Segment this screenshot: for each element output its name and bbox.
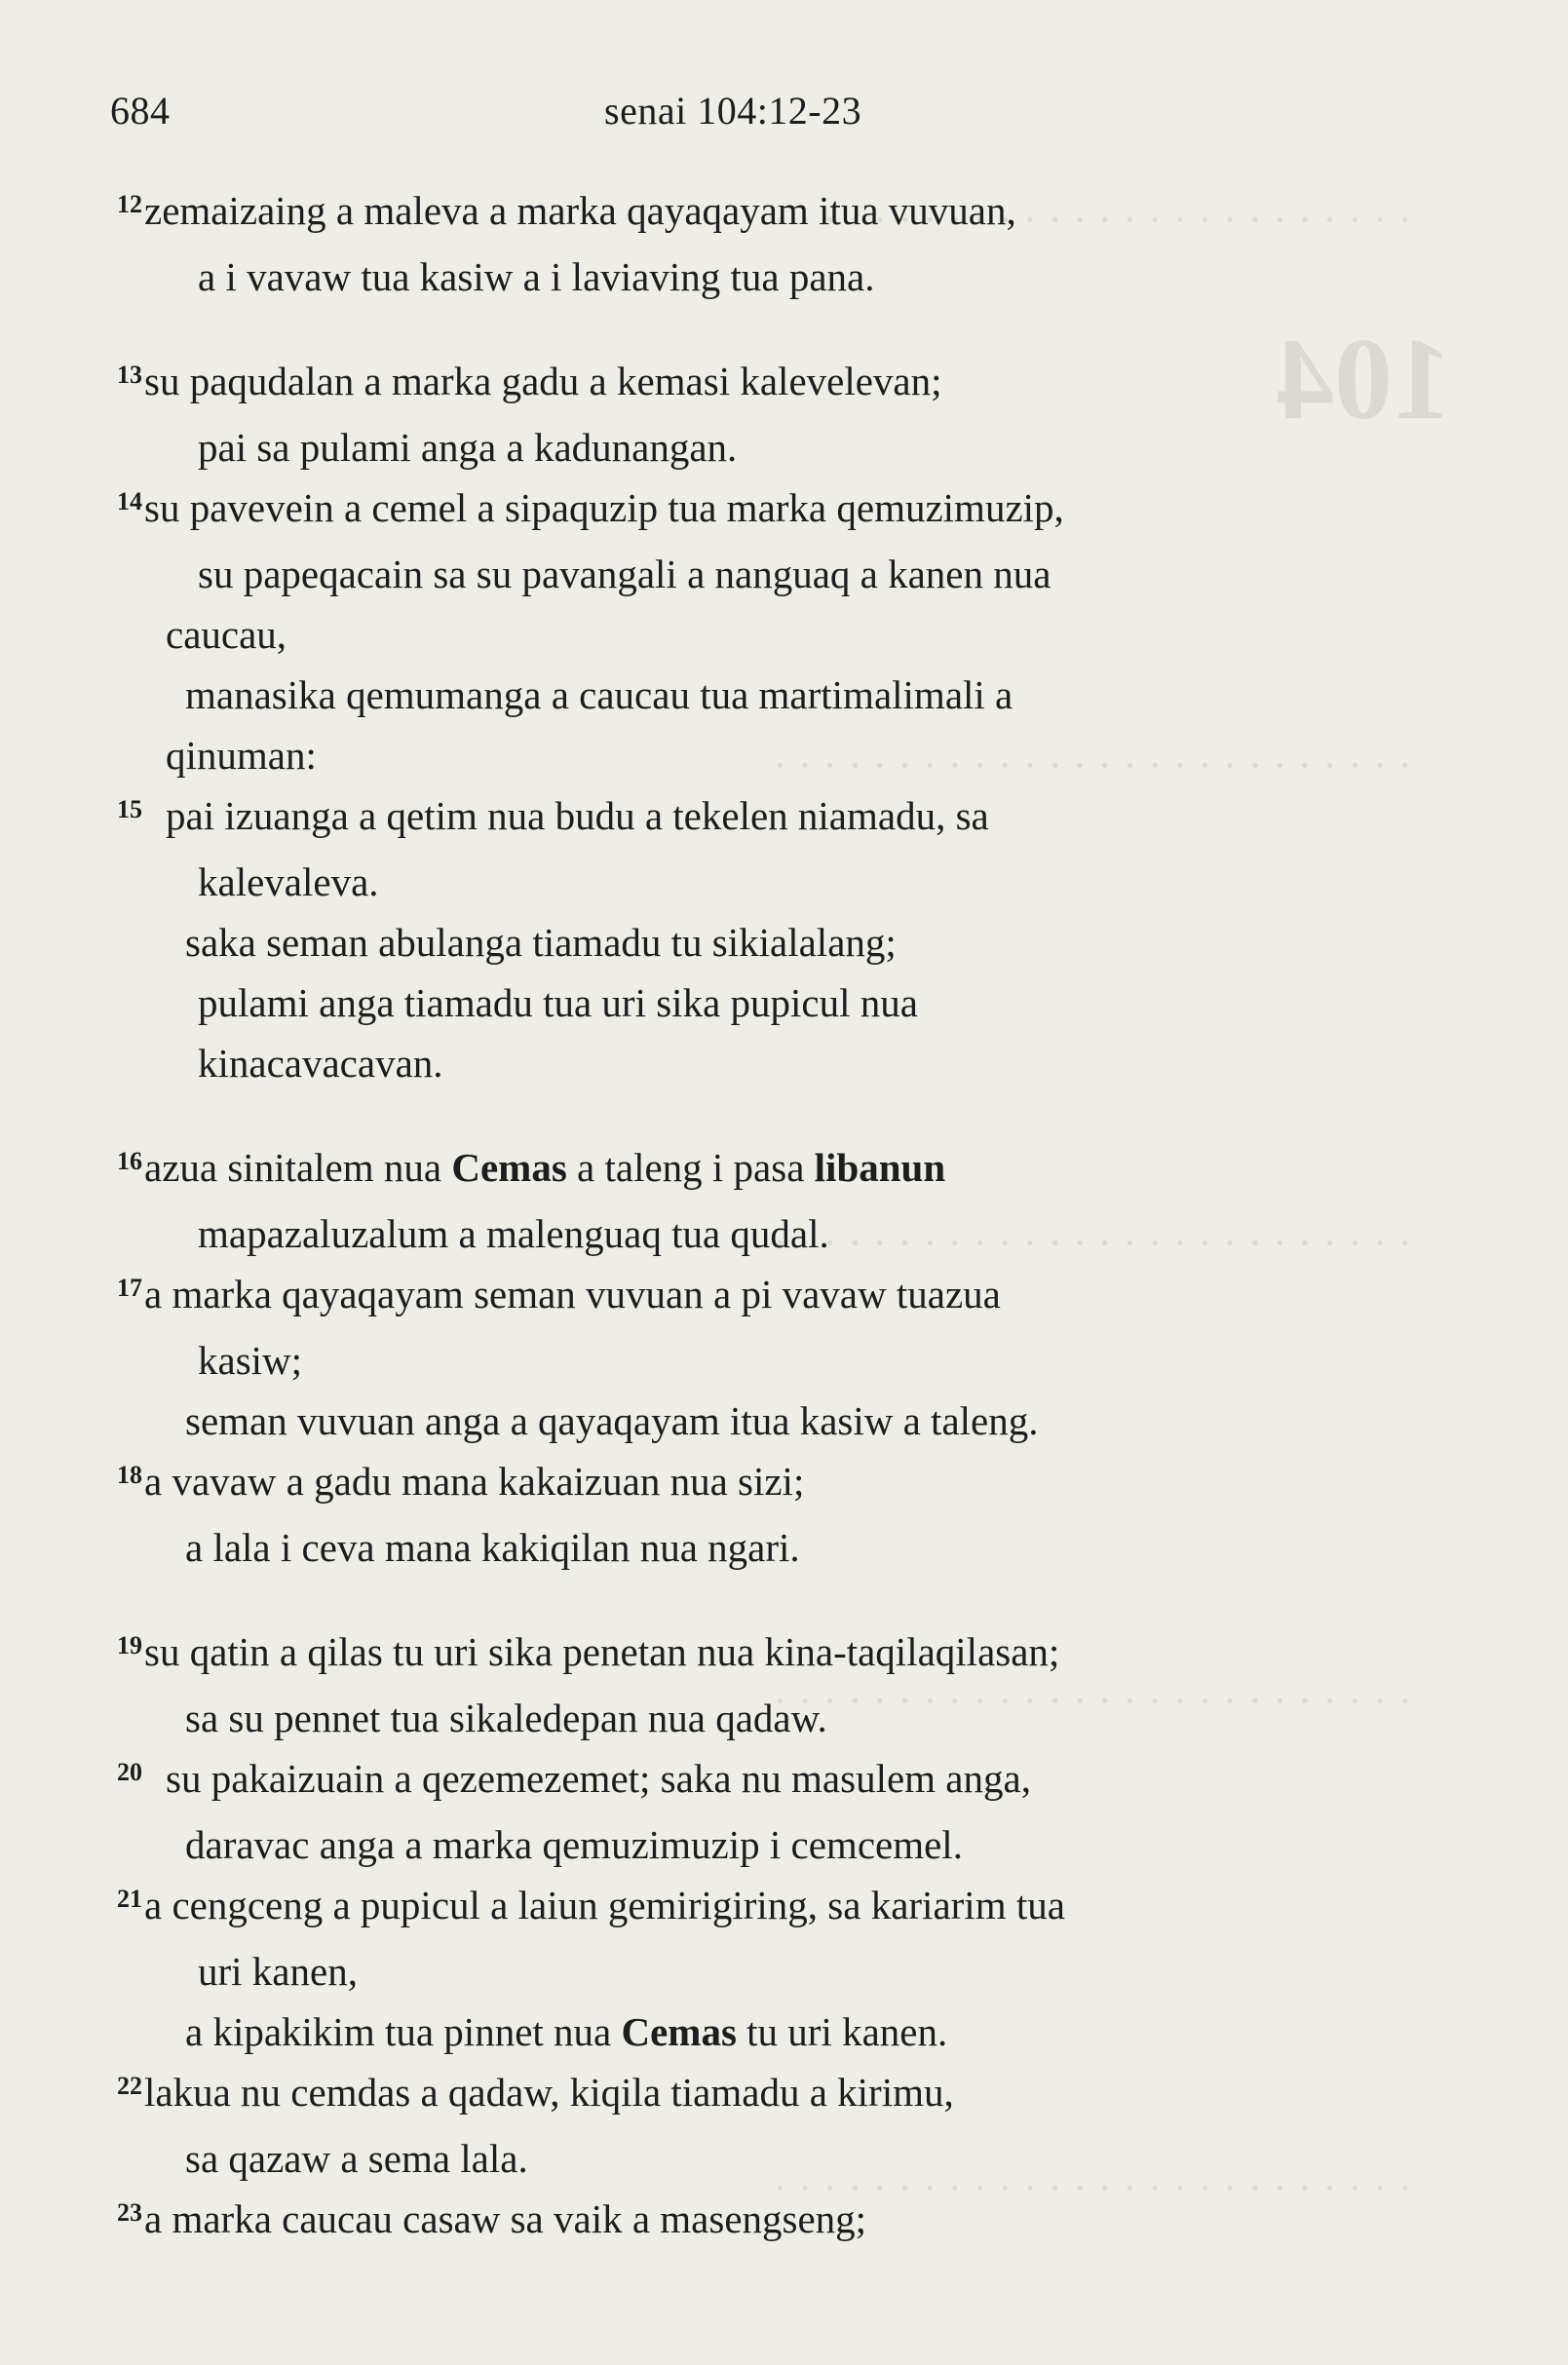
verse-text: uri kanen, <box>198 1949 358 1994</box>
verse-line <box>117 2002 1462 2062</box>
verse-17 <box>117 1264 1462 1451</box>
verse-text: saka seman abulanga tiamadu tu sikialalang; <box>185 920 897 965</box>
verse-text: azua sinitalem nua <box>144 1145 452 1190</box>
verse-line <box>117 180 1462 247</box>
verse-line <box>117 477 1462 544</box>
verse-line <box>117 912 1462 973</box>
verse-line <box>117 1391 1462 1451</box>
verse-line <box>117 2189 1462 2255</box>
verse-14 <box>117 477 1462 785</box>
bleed-through: 104 · · · · · · · · · · · · · · · · · · · · · · · · · · · · · · · · · · · · · · · · · · · · · · · · · · · · · · · · · · · · · · · · · · · · · · · · · · · · · · · · · · · · · · · · · · · · · · · · · · · · · · · · · · · · · · · · · · · · · · · · · · · · · · · · · · <box>773 196 1451 2212</box>
verse-line <box>117 1517 1462 1578</box>
verse-16 <box>117 1137 1462 1264</box>
verse-text: sa qazaw a sema lala. <box>185 2136 528 2181</box>
verse-line <box>117 2062 1462 2128</box>
verse-text: sa su pennet tua sikaledepan nua qadaw. <box>185 1696 827 1740</box>
psalm-text <box>117 180 1462 2255</box>
verse-line <box>117 1621 1462 1688</box>
verse-line <box>117 973 1462 1033</box>
verse-line <box>117 1748 1462 1814</box>
verse-number: 18 <box>117 1461 142 1489</box>
verse-number: 12 <box>117 190 142 218</box>
verse-22 <box>117 2062 1462 2189</box>
stanza-break <box>117 1578 1462 1621</box>
verse-text: daravac anga a marka qemuzimuzip i cemcemel. <box>185 1822 963 1867</box>
verse-number: 19 <box>117 1631 142 1659</box>
verse-number: 17 <box>117 1274 142 1302</box>
verse-text: a lala i ceva mana kakiqilan nua ngari. <box>185 1525 800 1570</box>
verse-number: 21 <box>117 1885 142 1913</box>
stanza-break <box>117 1093 1462 1137</box>
divine-name: Cemas <box>621 2009 737 2054</box>
verse-line <box>117 785 1462 852</box>
verse-line <box>117 1137 1462 1203</box>
verse-text: pai izuanga a qetim nua budu a tekelen niamadu, sa <box>166 793 989 838</box>
verse-number: 13 <box>117 361 142 389</box>
verse-line <box>117 2128 1462 2189</box>
verse-number: 15 <box>117 795 142 823</box>
verse-text: caucau, <box>166 612 287 657</box>
stanza-break <box>117 307 1462 351</box>
chapter-reference: senai 104:12-23 <box>604 89 862 133</box>
verse-line <box>117 725 1462 785</box>
page-number: 684 <box>110 89 171 133</box>
verse-text: a i vavaw tua kasiw a i laviaving tua pana. <box>198 254 875 299</box>
verse-line <box>117 1330 1462 1391</box>
verse-text: su paqudalan a marka gadu a kemasi kalevelevan; <box>144 359 942 403</box>
verse-text: a kipakikim tua pinnet nua <box>185 2009 622 2054</box>
verse-text: pai sa pulami anga a kadunangan. <box>198 425 738 470</box>
verse-line <box>117 665 1462 725</box>
verse-line <box>117 1688 1462 1748</box>
verse-line <box>117 247 1462 307</box>
verse-text: tu uri kanen. <box>736 2009 948 2054</box>
verse-text: a vavaw a gadu mana kakaizuan nua sizi; <box>144 1459 805 1504</box>
divine-name: Cemas <box>451 1145 567 1190</box>
verse-text: kinacavacavan. <box>198 1041 443 1086</box>
verse-line <box>117 544 1462 604</box>
verse-number: 16 <box>117 1147 142 1175</box>
verse-21 <box>117 1875 1462 2062</box>
verse-text: a taleng i pasa <box>566 1145 815 1190</box>
verse-23 <box>117 2189 1462 2255</box>
verse-line <box>117 1451 1462 1517</box>
verse-text: su pakaizuain a qezemezemet; saka nu masulem anga, <box>166 1756 1031 1801</box>
verse-line <box>117 1033 1462 1093</box>
verse-text: a cengceng a pupicul a laiun gemirigiring, sa kariarim tua <box>144 1883 1065 1927</box>
verse-19 <box>117 1621 1462 1748</box>
verse-number: 20 <box>117 1758 142 1786</box>
verse-text: kasiw; <box>198 1338 303 1383</box>
verse-text: seman vuvuan anga a qayaqayam itua kasiw a taleng. <box>185 1398 1039 1443</box>
verse-text: su pavevein a cemel a sipaquzip tua marka qemuzimuzip, <box>144 485 1064 530</box>
verse-text: su papeqacain sa su pavangali a nanguaq a kanen nua <box>198 552 1052 596</box>
verse-text: mapazaluzalum a malenguaq tua qudal. <box>198 1211 829 1256</box>
verse-18 <box>117 1451 1462 1578</box>
verse-12 <box>117 180 1462 307</box>
verse-line <box>117 1814 1462 1875</box>
verse-line <box>117 1203 1462 1264</box>
verse-line <box>117 417 1462 477</box>
verse-number: 23 <box>117 2198 142 2227</box>
verse-text: su qatin a qilas tu uri sika penetan nua kina-taqilaqilasan; <box>144 1629 1060 1674</box>
verse-text: kalevaleva. <box>198 859 379 904</box>
verse-text: manasika qemumanga a caucau tua martimalimali a <box>185 672 1013 717</box>
verse-text: a marka caucau casaw sa vaik a masengseng; <box>144 2196 867 2241</box>
verse-text: lakua nu cemdas a qadaw, kiqila tiamadu a kirimu, <box>144 2070 954 2115</box>
verse-13 <box>117 351 1462 477</box>
verse-line <box>117 351 1462 417</box>
verse-text: zemaizaing a maleva a marka qayaqayam itua vuvuan, <box>144 188 1016 233</box>
verse-number: 14 <box>117 487 142 515</box>
verse-number: 22 <box>117 2072 142 2100</box>
verse-text: pulami anga tiamadu tua uri sika pupicul nua <box>198 980 918 1025</box>
divine-name: libanun <box>814 1145 946 1190</box>
verse-line <box>117 1941 1462 2002</box>
verse-text: qinuman: <box>166 733 317 778</box>
verse-20 <box>117 1748 1462 1875</box>
verse-line <box>117 1264 1462 1330</box>
verse-line <box>117 1875 1462 1941</box>
verse-15 <box>117 785 1462 1093</box>
verse-text: a marka qayaqayam seman vuvuan a pi vavaw tuazua <box>144 1272 1001 1316</box>
verse-line <box>117 604 1462 665</box>
verse-line <box>117 852 1462 912</box>
